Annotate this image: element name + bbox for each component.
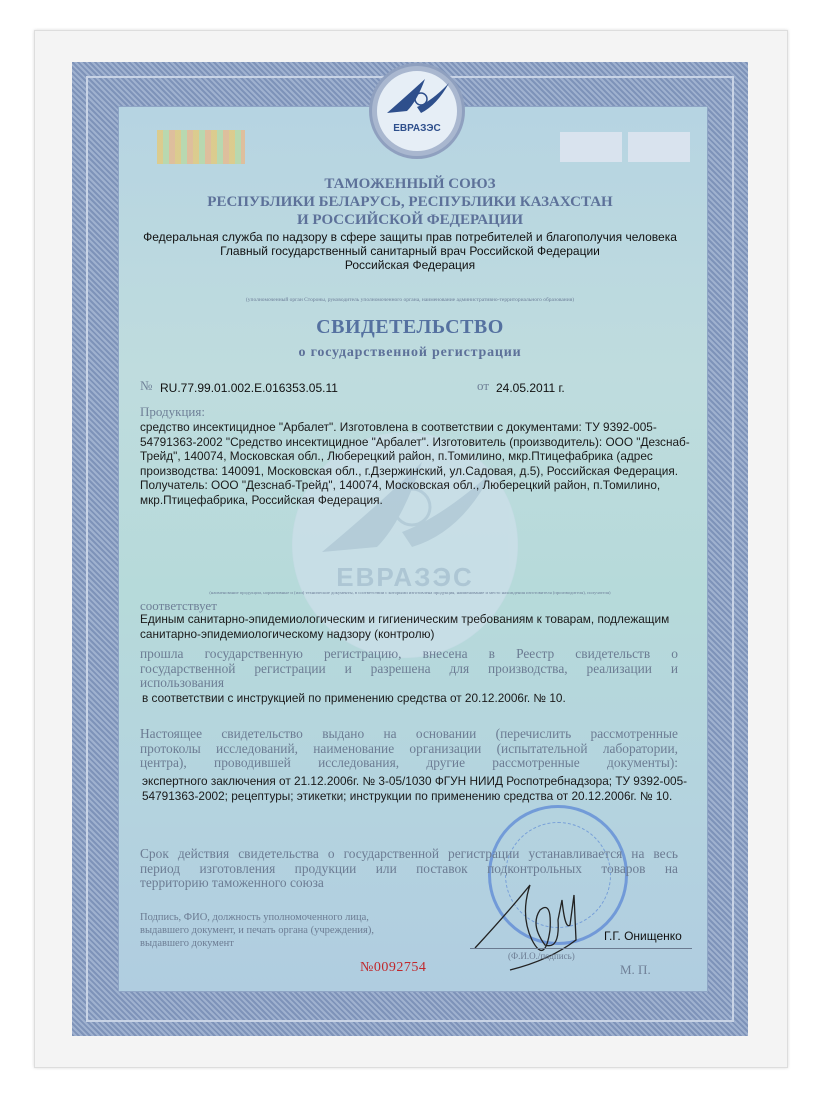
basis-document-line: 54791363-2002; рецептуры; этикетки; инструкции по применению средства от 20.12.2006г. № 10. bbox=[142, 788, 673, 803]
hologram bbox=[157, 130, 245, 164]
compliance-line: санитарно-эпидемиологическому надзору (контролю) bbox=[140, 626, 435, 641]
basis-line: Настоящее свидетельство выдано на основании (перечислить рассмотренные bbox=[140, 726, 678, 741]
usage-text: в соответствии с инструкцией по применению средства от 20.12.2006г. № 10. bbox=[142, 691, 566, 705]
signature-caption-line: Подпись, ФИО, должность уполномоченного лица, bbox=[140, 912, 369, 923]
validity-line: Срок действия свидетельства о государственной регистрации устанавливается на весь bbox=[140, 846, 678, 861]
authority-line: Российская Федерация bbox=[344, 258, 476, 272]
product-line: 54791363-2002 "Средство инсектицидное "Арбалет". Изготовитель (производитель): ООО "Дезснаб- bbox=[140, 434, 690, 449]
watermark-text: ЕВРАЗЭС bbox=[336, 562, 474, 592]
signature-caption-line: выдавшего документ bbox=[140, 938, 234, 949]
signature-line bbox=[470, 948, 692, 949]
product-line: Трейд", 140074, Московская обл., Люберецкий район, п.Томилино, мкр.Птицефабрика (адрес bbox=[140, 449, 653, 464]
registration-number: RU.77.99.01.002.E.016353.05.11 bbox=[160, 381, 338, 395]
compliance-line: Единым санитарно-эпидемиологическим и гигиеническим требованиям к товарам, подлежащим bbox=[140, 612, 670, 626]
security-square bbox=[628, 132, 690, 162]
validity-line: период изготовления продукции или поставок подконтрольных товаров на bbox=[140, 860, 678, 876]
header-line: И РОССИЙСКОЙ ФЕДЕРАЦИИ bbox=[296, 212, 524, 228]
product-caption: (наименование продукции, нормативные и (или) технические документы, в соответствии с которыми изготовлена продукция, наименование и место нахождения изготовителя (производителя), получателя) bbox=[209, 590, 611, 595]
seal-label: М. П. bbox=[620, 962, 651, 977]
product-description bbox=[140, 420, 690, 508]
logo-text: ЕВРАЗЭС bbox=[393, 123, 441, 134]
product-line: производства: 140091, Московская обл., г.Дзержинский, ул.Садовая, д.5), Российская Федерация. bbox=[140, 463, 679, 478]
evrazes-emblem-icon bbox=[377, 71, 457, 121]
handwritten-signature bbox=[470, 870, 620, 980]
registration-line: использования bbox=[140, 675, 225, 691]
number-label: № bbox=[140, 378, 153, 393]
serial-number: №0092754 bbox=[360, 960, 427, 975]
compliance-label: соответствует bbox=[140, 598, 217, 613]
product-label: Продукция: bbox=[140, 404, 205, 419]
signature-caption-line: выдавшего документ, и печать органа (учреждения), bbox=[140, 925, 374, 936]
compliance-text bbox=[140, 612, 669, 641]
registration-line: прошла государственную регистрацию, внесена в Реестр свидетельств о bbox=[140, 646, 678, 661]
signature-caption bbox=[140, 911, 374, 950]
registration-text bbox=[140, 647, 678, 691]
basis-documents bbox=[142, 774, 687, 803]
authority-line: Главный государственный санитарный врач Российской Федерации bbox=[220, 244, 600, 258]
header-line: РЕСПУБЛИКИ БЕЛАРУСЬ, РЕСПУБЛИКИ КАЗАХСТАН bbox=[207, 194, 613, 210]
document-subtitle: о государственной регистрации bbox=[298, 345, 522, 360]
registration-date: 24.05.2011 г. bbox=[496, 381, 565, 395]
header-line: ТАМОЖЕННЫЙ СОЮЗ bbox=[324, 176, 496, 192]
product-line: средство инсектицидное "Арбалет". Изготовлена в соответствии с документами: ТУ 9392-005- bbox=[140, 420, 657, 434]
registration-line: государственной регистрации и разрешена для производства, реализации и bbox=[140, 660, 678, 676]
security-square bbox=[560, 132, 622, 162]
validity-line: территорию таможенного союза bbox=[140, 875, 324, 891]
basis-line: центра), проводившей исследования, другие рассмотренные документы): bbox=[140, 755, 678, 771]
product-line: Получатель: ООО "Дезснаб-Трейд", 140074, Московская обл., Люберецкий район, п.Томилино, bbox=[140, 478, 661, 493]
document-title: СВИДЕТЕЛЬСТВО bbox=[316, 316, 504, 338]
signatory-name: Г.Г. Онищенко bbox=[604, 929, 682, 943]
basis-document-line: экспертного заключения от 21.12.2006г. № 3-05/1030 ФГУН НИИД Роспотребнадзора; ТУ 9392-005- bbox=[142, 774, 688, 788]
basis-text bbox=[140, 727, 678, 771]
authority-caption: (уполномоченный орган Стороны, руководитель уполномоченного органа, наименование административно-территориального образования) bbox=[245, 297, 575, 303]
basis-line: протоколы исследований, наименование организации (испытательной лаборатории, bbox=[140, 740, 678, 756]
signature-line-caption: (Ф.И.О./подпись) bbox=[508, 951, 575, 961]
date-label: от bbox=[477, 378, 490, 393]
evrazes-logo bbox=[372, 66, 462, 156]
product-line: мкр.Птицефабрика, Российская Федерация. bbox=[140, 492, 383, 507]
authority-line: Федеральная служба по надзору в сфере защиты прав потребителей и благополучия человека bbox=[143, 230, 677, 244]
